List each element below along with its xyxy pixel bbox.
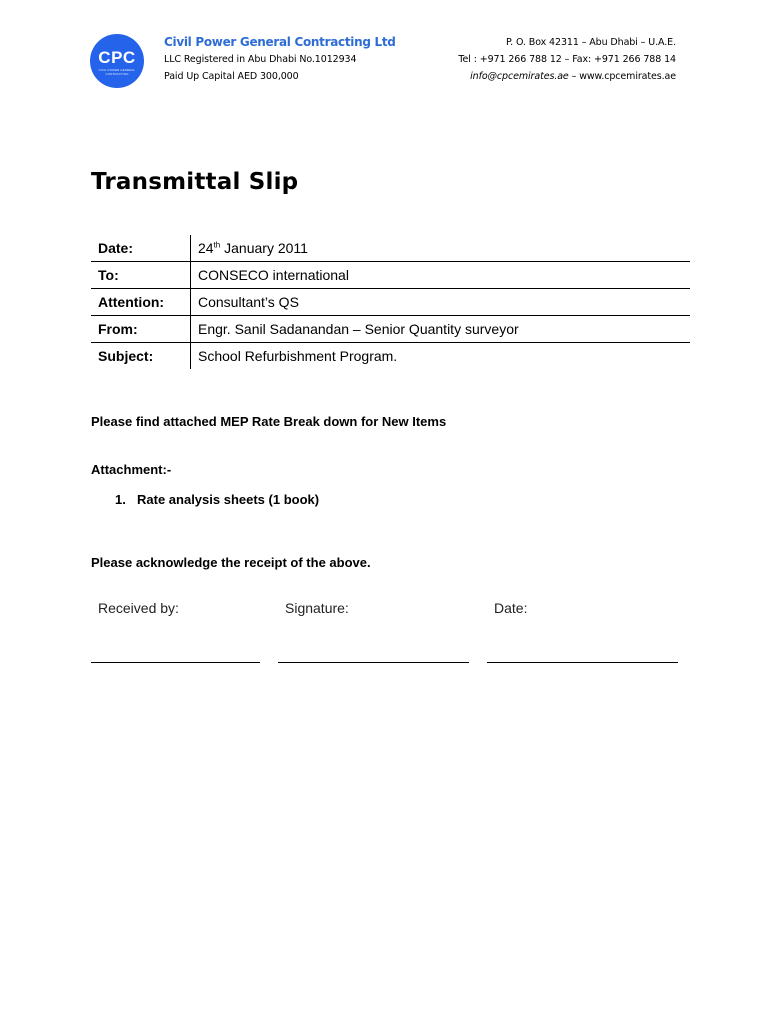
from-value: Engr. Sanil Sadanandan – Senior Quantity surveyor [191,316,691,343]
received-by-label: Received by: [98,600,179,616]
to-value: CONSECO international [191,262,691,289]
transmittal-info-table [91,235,690,369]
web-separator: – [568,71,580,82]
attachment-heading: Attachment:- [91,462,172,477]
subject-label: Subject: [91,343,191,370]
table-row [91,235,690,262]
table-row [91,289,690,316]
registration-number: LLC Registered in Abu Dhabi No.1012934 [164,54,357,65]
attention-label: Attention: [91,289,191,316]
signoff-date-line [487,662,678,663]
from-label: From: [91,316,191,343]
attention-value: Consultant’s QS [191,289,691,316]
table-row [91,343,690,370]
website-link[interactable]: www.cpcemirates.ae [579,71,676,82]
logo-subtext: CIVIL POWER GENERAL CONTRACTING [98,68,136,76]
email-website [470,71,676,82]
received-by-line [91,662,260,663]
phone-fax: Tel : +971 266 788 12 – Fax: +971 266 788 14 [458,54,676,65]
date-suffix: th [213,240,221,250]
to-label: To: [91,262,191,289]
company-logo [90,34,144,88]
paid-up-capital: Paid Up Capital AED 300,000 [164,71,299,82]
table-row [91,262,690,289]
company-name: Civil Power General Contracting Ltd [164,35,396,49]
date-label: Date: [91,235,191,262]
acknowledge-text: Please acknowledge the receipt of the above. [91,555,371,570]
page-title: Transmittal Slip [91,169,299,195]
signature-label: Signature: [285,600,349,616]
logo-text: CPC [98,48,136,67]
list-item-number: 1. [115,492,126,507]
postal-address: P. O. Box 42311 – Abu Dhabi – U.A.E. [505,37,676,48]
message-text: Please find attached MEP Rate Break down for New Items [91,414,447,429]
email-link[interactable]: info@cpcemirates.ae [470,71,569,82]
list-item-text: Rate analysis sheets (1 book) [137,492,320,507]
date-value [191,235,691,262]
date-rest: January 2011 [220,240,308,256]
list-item [115,492,319,507]
signoff-date-label: Date: [494,600,528,616]
signature-line [278,662,469,663]
date-day: 24 [198,240,214,256]
subject-value: School Refurbishment Program. [198,348,398,364]
table-row [91,316,690,343]
